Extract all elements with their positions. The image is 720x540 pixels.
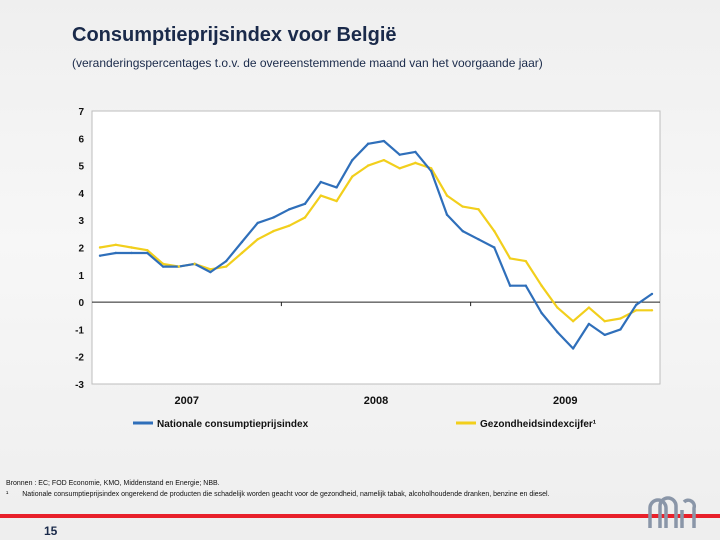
y-tick-label: -1 [75,325,84,337]
series-1-point [241,252,243,254]
series-1-point [603,320,605,322]
series-0-point [257,222,259,224]
series-0-point [209,271,211,273]
series-1-point [462,205,464,207]
series-1-point [414,162,416,164]
page-title: Consumptieprijsindex voor België [72,24,397,46]
series-0-point [335,186,337,188]
sources-line: Bronnen : EC; FOD Economie, KMO, Middenstand en Energie; NBB. [6,480,220,487]
series-0-point [130,252,132,254]
footnote-marker: ¹ [6,491,9,498]
series-1-point [398,167,400,169]
series-0-point [446,214,448,216]
series-0-point [556,331,558,333]
series-1-point [304,216,306,218]
series-1-point [619,317,621,319]
y-tick-label: 7 [78,107,84,118]
series-1-point [556,306,558,308]
x-year-label: 2008 [363,395,389,407]
legend-label-0: Nationale consumptieprijsindex [157,419,309,430]
legend-label-1: Gezondheidsindexcijfer¹ [480,419,597,430]
series-1-point [257,238,259,240]
plot-area [92,111,660,384]
series-0-point [162,265,164,267]
series-1-point [651,309,653,311]
series-1-point [540,285,542,287]
series-1-point [146,249,148,251]
series-1-point [588,306,590,308]
series-0-point [225,260,227,262]
page-subtitle: (veranderingspercentages t.o.v. de overeenstemmende maand van het voorgaande jaar) [72,56,543,70]
series-0-point [588,323,590,325]
series-0-point [351,159,353,161]
series-1-point [193,263,195,265]
series-0-point [115,252,117,254]
series-0-point [320,181,322,183]
y-tick-label: 1 [78,270,84,282]
series-0-point [462,230,464,232]
series-1-point [367,164,369,166]
y-tick-label: 0 [78,298,84,310]
series-1-point [509,257,511,259]
series-0-point [572,347,574,349]
series-0-point [398,153,400,155]
y-tick-label: 6 [78,134,84,146]
series-1-point [335,200,337,202]
series-1-point [130,246,132,248]
series-0-point [525,285,527,287]
x-year-label: 2009 [553,395,578,407]
series-1-point [209,268,211,270]
series-1-point [99,246,101,248]
y-tick-label: 5 [78,161,84,173]
series-1-point [162,263,164,265]
series-0-point [272,216,274,218]
series-0-point [414,151,416,153]
series-0-point [603,334,605,336]
series-1-point [288,224,290,226]
x-year-label: 2007 [174,395,199,407]
series-1-point [525,260,527,262]
series-0-point [430,170,432,172]
y-tick-label: 3 [78,216,84,228]
series-1-point [272,230,274,232]
series-1-point [320,194,322,196]
series-1-point [572,320,574,322]
series-0-point [509,285,511,287]
nbb-logo-icon [646,494,698,530]
series-0-point [241,241,243,243]
footnote-text: Nationale consumptieprijsindex ongerekend de producten die schadelijk worden geacht voor de gezondheid, namelijk tabak, alcoholhoudende dranken, benzine en diesel. [22,491,550,498]
series-1-point [178,265,180,267]
series-0-point [304,203,306,205]
series-0-point [383,140,385,142]
series-1-point [493,230,495,232]
series-0-point [540,312,542,314]
y-tick-label: -3 [75,380,84,391]
page-number: 15 [44,524,58,538]
series-0-point [146,252,148,254]
y-tick-label: 4 [78,188,84,200]
series-1-point [477,208,479,210]
series-0-point [99,254,101,256]
series-1-point [351,175,353,177]
series-0-point [493,246,495,248]
y-tick-label: 2 [78,243,84,255]
series-1-point [635,309,637,311]
sources-note [6,478,706,500]
footer-accent-bar [0,514,720,518]
series-0-point [619,328,621,330]
series-0-point [635,304,637,306]
series-0-point [651,293,653,295]
footnote-line [6,489,706,500]
series-1-point [446,194,448,196]
series-0-point [367,143,369,145]
series-0-point [288,208,290,210]
series-1-point [383,159,385,161]
series-1-point [115,244,117,246]
y-tick-label: -2 [75,352,84,364]
series-1-point [430,167,432,169]
series-0-point [477,238,479,240]
series-1-point [225,265,227,267]
